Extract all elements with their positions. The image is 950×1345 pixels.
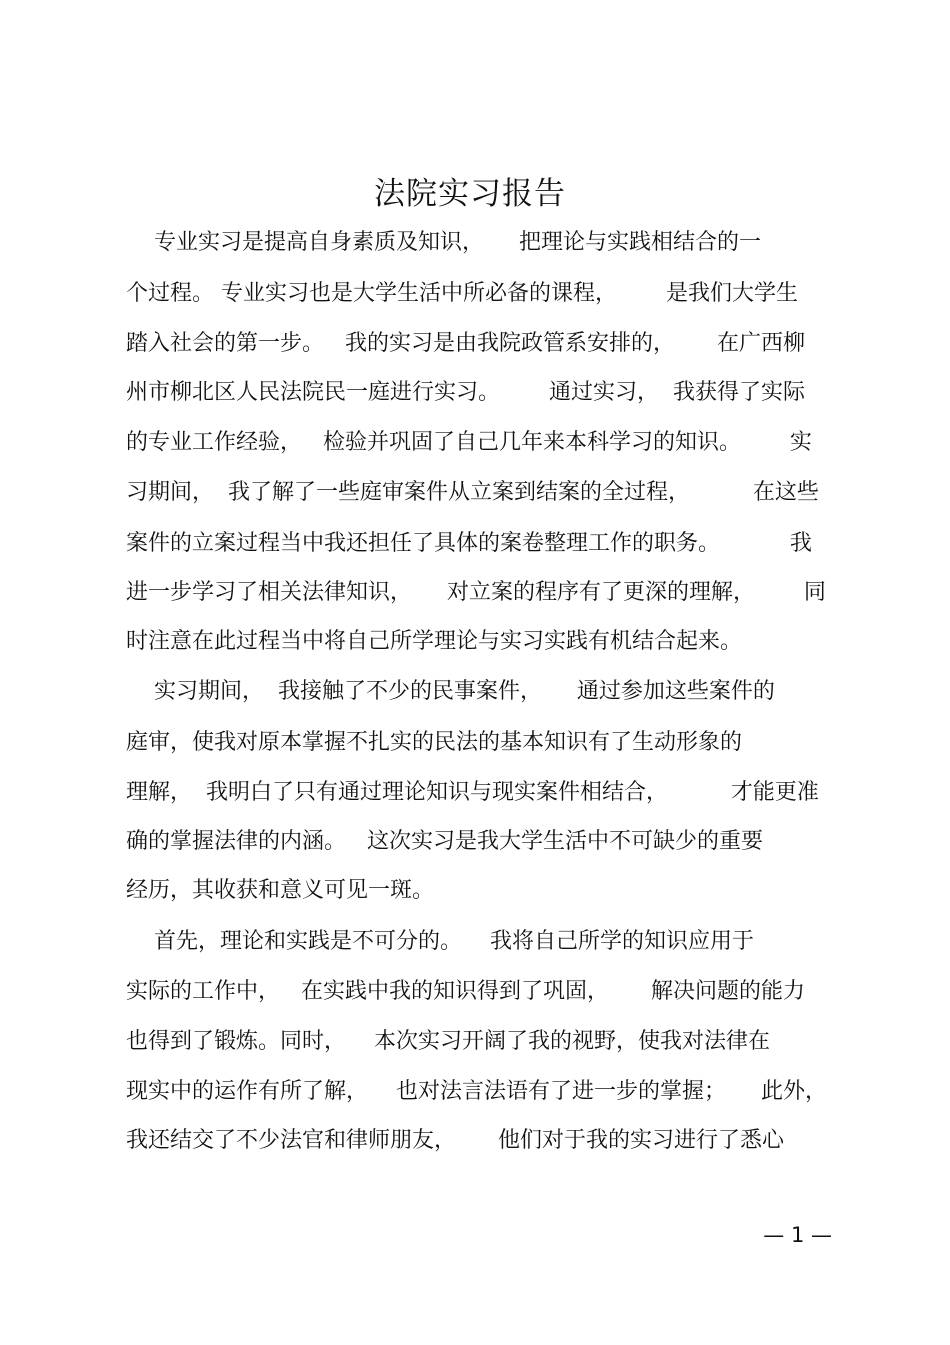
text-line: 个过程。 专业实习也是大学生活中所必备的课程， 是我们大学生	[126, 281, 798, 306]
text-line: 州市柳北区人民法院民一庭进行实习。 通过实习， 我获得了实际	[126, 380, 805, 405]
text-line: 专业实习是提高自身素质及知识， 把理论与实践相结合的一	[126, 230, 761, 255]
text-line: 踏入社会的第一步。 我的实习是由我院政管系安排的， 在广西柳	[126, 331, 805, 356]
text-line: 庭审，使我对原本掌握不扎实的民法的基本知识有了生动形象的	[126, 730, 743, 755]
text-line: 首先，理论和实践是不可分的。 我将自己所学的知识应用于	[126, 929, 754, 954]
text-line: 现实中的运作有所了解， 也对法言法语有了进一步的掌握； 此外，	[126, 1079, 827, 1104]
text-line: 进一步学习了相关法律知识， 对立案的程序有了更深的理解， 同	[126, 580, 826, 605]
document-title: 法院实习报告	[374, 176, 566, 212]
page-number: — 1 —	[763, 1223, 832, 1247]
text-line: 实际的工作中， 在实践中我的知识得到了巩固， 解决问题的能力	[126, 979, 805, 1004]
text-line: 也得到了锻炼。同时， 本次实习开阔了我的视野，使我对法律在	[126, 1029, 770, 1054]
text-line: 确的掌握法律的内涵。 这次实习是我大学生活中不可缺少的重要	[126, 829, 763, 854]
text-line: 实习期间， 我接触了不少的民事案件， 通过参加这些案件的	[126, 679, 775, 704]
text-line: 理解， 我明白了只有通过理论知识与现实案件相结合， 才能更准	[126, 780, 819, 805]
text-line: 经历，其收获和意义可见一斑。	[126, 878, 435, 903]
text-line: 的专业工作经验， 检验并巩固了自己几年来本科学习的知识。 实	[126, 430, 812, 455]
text-line: 我还结交了不少法官和律师朋友， 他们对于我的实习进行了悉心	[126, 1128, 784, 1153]
text-line: 时注意在此过程当中将自己所学理论与实习实践有机结合起来。	[126, 629, 743, 654]
text-line: 习期间， 我了解了一些庭审案件从立案到结案的全过程， 在这些	[126, 480, 819, 505]
text-line: 案件的立案过程当中我还担任了具体的案卷整理工作的职务。 我	[126, 531, 812, 556]
